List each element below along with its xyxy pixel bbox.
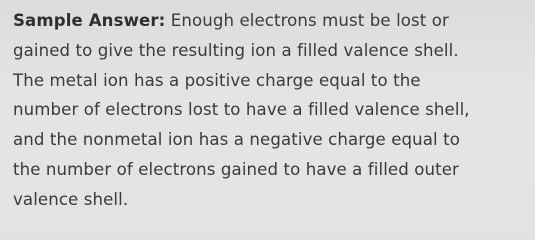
- text-line-7: valence shell.: [13, 189, 129, 209]
- text-line-4: number of electrons lost to have a filled valence shell,: [13, 100, 470, 120]
- sample-answer-label: Sample Answer:: [13, 11, 166, 30]
- sample-answer-paragraph: [13, 6, 528, 215]
- text-line-3: The metal ion has a positive charge equal to the: [13, 70, 421, 90]
- text-line-5: and the nonmetal ion has a negative charge equal to: [13, 130, 460, 150]
- text-line-1: [13, 6, 528, 36]
- text-line-6: the number of electrons gained to have a filled outer: [13, 159, 459, 179]
- text-line-2: gained to give the resulting ion a filled valence shell.: [13, 40, 459, 60]
- text-line-1-content: Enough electrons must be lost or: [165, 11, 449, 30]
